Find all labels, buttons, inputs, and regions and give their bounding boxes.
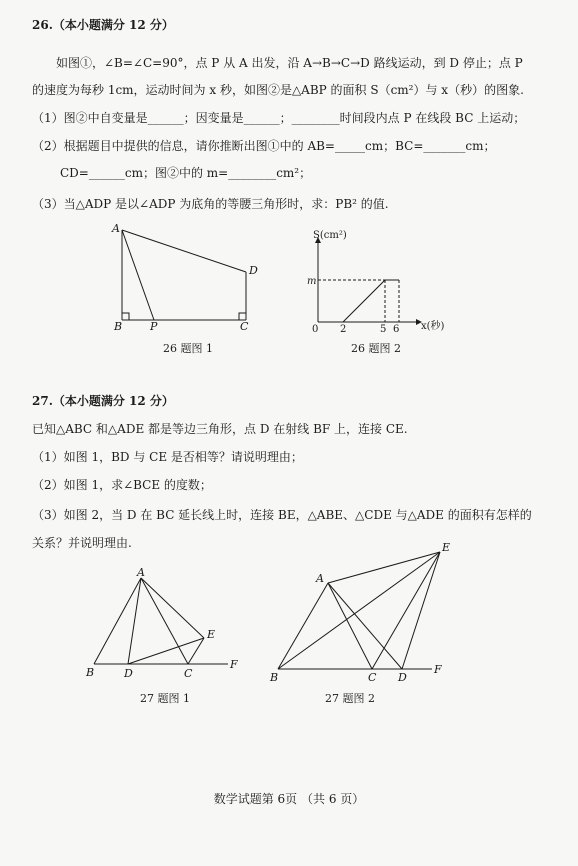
label-e: E: [442, 541, 451, 554]
q27-stem: 已知△ABC 和△ADE 都是等边三角形，点 D 在射线 BF 上，连接 CE.: [32, 422, 408, 436]
graph-rising-segment: [343, 280, 385, 322]
label-c: C: [368, 671, 377, 684]
label-d: D: [398, 671, 407, 684]
label-b: B: [270, 671, 279, 684]
tick-5: 5: [380, 324, 387, 335]
label-a: A: [137, 566, 145, 579]
q26-figure1: [108, 222, 268, 342]
m-label: m: [307, 276, 317, 287]
right-angle-b: [122, 313, 129, 320]
tick-2: 2: [340, 324, 347, 335]
q27-figure2: [270, 542, 460, 682]
q26-figure2: [303, 228, 453, 338]
q26-part2-line2: CD=______cm；图②中的 m=________cm²；: [60, 166, 312, 180]
q26-fig2-caption: 26 题图 2: [351, 342, 401, 355]
segment-ae: [141, 578, 204, 638]
page-footer: 数学试题第 6页 （共 6 页）: [213, 792, 365, 806]
segment-de: [402, 552, 440, 669]
q26-part1: （1）图②中自变量是______；因变量是______；________时间段内点 P 在线段 BC 上运动；: [32, 111, 526, 125]
label-f: F: [230, 658, 238, 671]
q27-figure1: [86, 566, 246, 686]
q27-fig2-caption: 27 题图 2: [325, 692, 375, 705]
q26-part2-line1: （2）根据题目中提供的信息，请你推断出图①中的 AB=_____cm；BC=_______cm；: [32, 139, 496, 153]
y-axis-label: S(cm²): [313, 230, 347, 241]
label-f: F: [434, 663, 442, 676]
segment-de: [128, 638, 204, 664]
q27-part1: （1）如图 1，BD 与 CE 是否相等？请说明理由；: [32, 450, 303, 464]
segment-ce: [372, 552, 440, 669]
label-d: D: [249, 264, 258, 277]
q27-heading: 27.（本小题满分 12 分）: [32, 394, 174, 408]
q26-part3: （3）当△ADP 是以∠ADP 为底角的等腰三角形时，求：PB² 的值.: [32, 197, 389, 211]
segment-ab: [278, 583, 328, 669]
label-a: A: [316, 572, 324, 585]
segment-be: [278, 552, 440, 669]
tick-0: 0: [312, 324, 319, 335]
right-angle-c: [239, 313, 246, 320]
q26-fig1-caption: 26 题图 1: [163, 342, 213, 355]
q26-heading: 26.（本小题满分 12 分）: [32, 18, 174, 32]
label-e: E: [207, 628, 216, 641]
q26-stem-line2: 的速度为每秒 1cm，运动时间为 x 秒，如图②是△ABP 的面积 S（cm²）与 x（秒）的图象.: [32, 83, 524, 97]
label-a: A: [112, 222, 120, 235]
label-d: D: [124, 667, 133, 680]
q26-stem-line1: 如图①，∠B=∠C=90°，点 P 从 A 出发，沿 A→B→C→D 路线运动，到 D 停止；点 P: [56, 56, 523, 70]
q27-part2: （2）如图 1，求∠BCE 的度数；: [32, 478, 212, 492]
segment-da: [122, 230, 246, 272]
label-b: B: [114, 320, 123, 333]
q27-part3-line2: 关系？并说明理由.: [32, 536, 132, 550]
segment-ap: [122, 230, 154, 320]
q27-fig1-caption: 27 题图 1: [140, 692, 190, 705]
tick-6: 6: [393, 324, 400, 335]
segment-ae: [328, 552, 440, 583]
label-p: P: [150, 320, 158, 333]
segment-ab: [94, 578, 141, 664]
segment-ce: [188, 638, 204, 664]
label-c: C: [184, 667, 193, 680]
graph-lines: [318, 280, 399, 322]
label-c: C: [240, 320, 249, 333]
q27-part3-line1: （3）如图 2，当 D 在 BC 延长线上时，连接 BE，△ABE、△CDE 与△ADE 的面积有怎样的: [32, 508, 532, 522]
x-axis-label: x(秒): [421, 321, 445, 332]
label-b: B: [86, 666, 95, 679]
